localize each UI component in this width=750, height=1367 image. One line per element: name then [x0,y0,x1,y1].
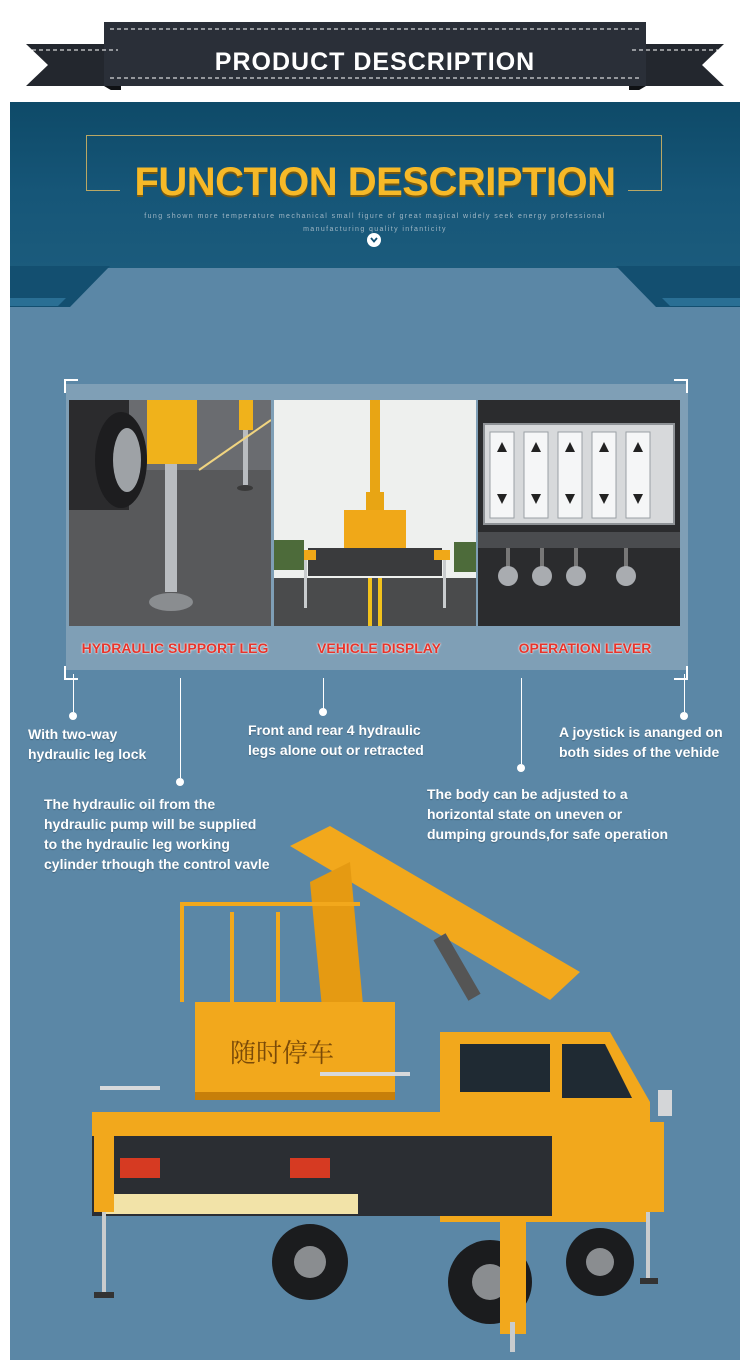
operation-lever-photo [478,400,680,626]
leader-dot [69,712,77,720]
label-hydraulic-support-leg: HYDRAULIC SUPPORT LEG [81,640,269,656]
note-leg-lock: With two-way hydraulic leg lock [28,726,147,762]
leader-dot [319,708,327,716]
function-header [10,102,740,268]
function-panel [10,102,740,1360]
function-title: FUNCTION DESCRIPTION [134,160,616,204]
basket-text: 随时停车 [230,1039,335,1069]
note-hydraulic-oil: The hydraulic oil from the hydraulic pump will be supplied to the hydraulic leg working cylinder trhough the control vavle [44,796,270,872]
leader-line [521,678,522,764]
hydraulic-support-leg-photo [69,400,271,626]
function-subtitle: fung shown more temperature mechanical small figure of great magical widely seek energy professional manufacturing quality infanticity [144,213,606,233]
product-description-title: PRODUCT DESCRIPTION [214,48,536,76]
label-vehicle-display: VEHICLE DISPLAY [317,640,441,656]
leader-line [684,674,685,712]
leader-dot [680,712,688,720]
vehicle-display-photo [274,400,476,626]
leader-line [323,678,324,710]
leader-line [180,678,181,778]
note-body-adjust: The body can be adjusted to a horizontal state on uneven or dumping grounds,for safe operation [427,786,669,842]
note-hydraulic-legs: Front and rear 4 hydraulic legs alone out or retracted [248,722,424,758]
leader-dot [176,778,184,786]
leader-dot [517,764,525,772]
note-joystick: A joystick is ananged on both sides of the vehide [559,724,723,760]
product-description-ribbon [26,20,724,90]
aerial-work-truck-image [80,822,680,1352]
header-wings [10,262,740,322]
label-operation-lever: OPERATION LEVER [518,640,652,656]
chevron-down-circle-icon[interactable] [367,233,381,247]
leader-line [73,674,74,712]
